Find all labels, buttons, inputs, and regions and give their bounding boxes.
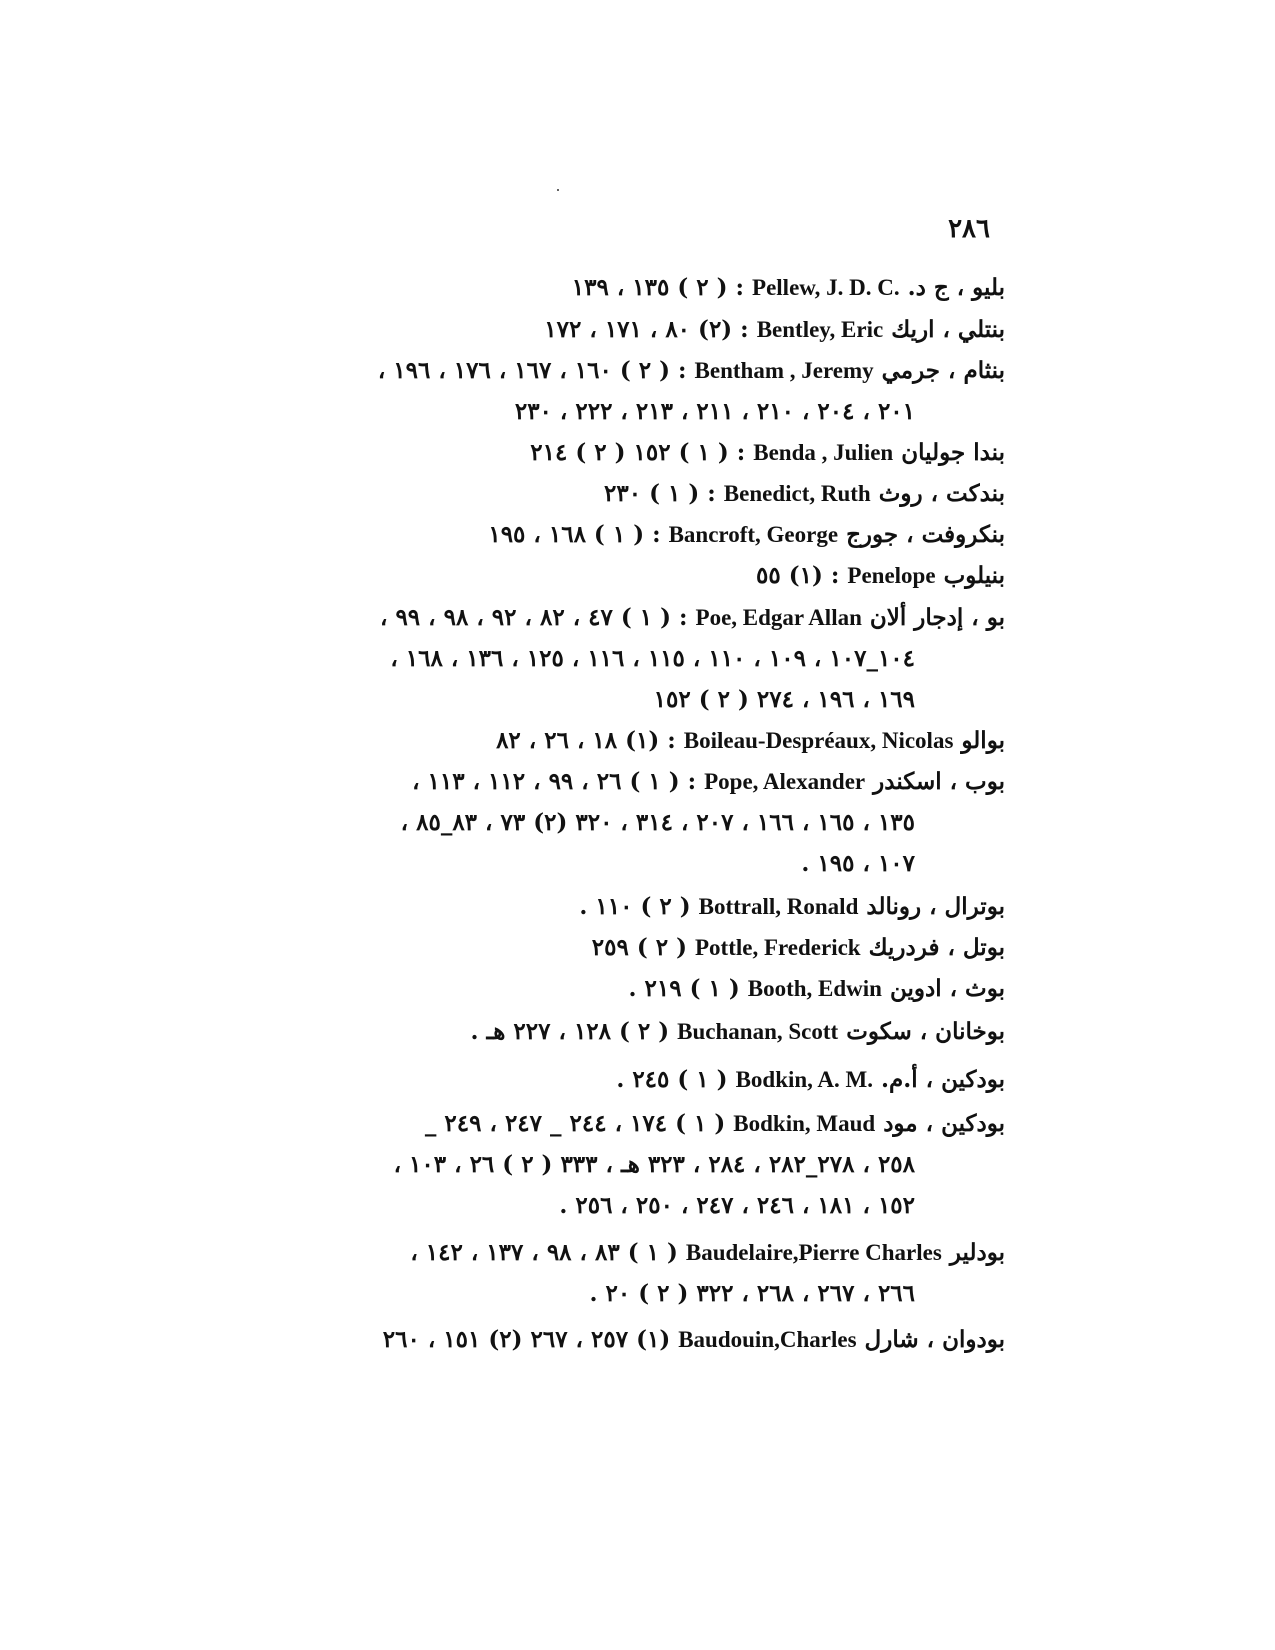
- page-number: ٢٨٦: [948, 214, 990, 244]
- entry-page-refs: : (١) ٥٥: [756, 562, 840, 589]
- index-entry-benedict: [604, 478, 1005, 510]
- entry-arabic-name: بودكين ، مود: [883, 1110, 1005, 1137]
- entry-latin-name: Bentham , Jeremy: [694, 358, 874, 383]
- entry-page-refs: : ( ١ ) ١٦٨ ، ١٩٥: [488, 521, 661, 548]
- entry-arabic-name: بودوان ، شارل: [864, 1326, 1005, 1353]
- index-entry-bentley: [544, 314, 1005, 346]
- entry-arabic-name: بوتل ، فردريك: [868, 934, 1005, 961]
- index-entry-boileau: [496, 725, 1005, 757]
- index-entry-continuation: ٢٥٨ ، ٢٧٨_٢٨٢ ، ٢٨٤ ، ٣٢٣ هـ ، ٣٣٣ ( ٢ ) ٢٦ ، ١٠٣ ،: [393, 1151, 915, 1178]
- entry-latin-name: Poe, Edgar Allan: [695, 605, 862, 630]
- index-entry-continuation: ١٠٤_١٠٧ ، ١٠٩ ، ١١٠ ، ١١٥ ، ١١٦ ، ١٢٥ ، ١٣٦ ، ١٦٨ ،: [390, 645, 915, 672]
- index-entry-penelope: [756, 560, 1005, 592]
- index-entry-poe: [380, 602, 1005, 634]
- index-entry-bancroft: [488, 519, 1005, 551]
- index-entry-pellew: [572, 272, 1005, 304]
- entry-arabic-name: بوالو: [961, 727, 1005, 754]
- index-entry-continuation: ١٥٢ ، ١٨١ ، ٢٤٦ ، ٢٤٧ ، ٢٥٠ ، ٢٥٦ .: [559, 1192, 915, 1219]
- entry-arabic-name: بوب ، اسكندر: [873, 768, 1005, 795]
- scan-speck: [557, 189, 559, 191]
- entry-page-refs: : (٢) ٨٠ ، ١٧١ ، ١٧٢: [544, 316, 749, 343]
- entry-latin-name: Baudouin,Charles: [678, 1327, 857, 1352]
- entry-arabic-name: بوخانان ، سكوت: [846, 1018, 1005, 1045]
- index-entry-continuation: ٢٦٦ ، ٢٦٧ ، ٢٦٨ ، ٣٢٢ ( ٢ ) ٢٠ .: [589, 1280, 915, 1307]
- index-entry-bodkin-maud: [425, 1108, 1005, 1140]
- index-entry-pope: [412, 766, 1005, 798]
- entry-latin-name: Bancroft, George: [668, 522, 839, 547]
- index-entry-continuation: ١٣٥ ، ١٦٥ ، ١٦٦ ، ٢٠٧ ، ٣١٤ ، ٣٢٠ (٢) ٧٣ ، ٨٣_٨٥ ،: [400, 809, 915, 836]
- entry-arabic-name: بنكروفت ، جورج: [846, 521, 1005, 548]
- entry-arabic-name: بندكت ، روث: [878, 480, 1005, 507]
- entry-page-refs: : ( ١ ) ١٥٢ ( ٢ ) ٢١٤: [530, 439, 746, 466]
- entry-page-refs: ( ١ ) ٢١٩ .: [628, 975, 740, 1002]
- entry-page-refs: ( ١ ) ٢٤٥ .: [616, 1066, 728, 1093]
- entry-page-refs: ( ٢ ) ٢٥٩: [591, 934, 687, 961]
- entry-page-refs: : (١) ١٨ ، ٢٦ ، ٨٢: [496, 727, 676, 754]
- index-entry-pottle: [592, 932, 1005, 964]
- entry-arabic-name: بودكين ، أ.م.: [880, 1066, 1005, 1093]
- entry-latin-name: Bottrall, Ronald: [698, 894, 859, 919]
- entry-arabic-name: بوترال ، رونالد: [866, 893, 1005, 920]
- index-entry-bentham: [378, 355, 1005, 387]
- index-entry-bottrall: [579, 891, 1005, 923]
- entry-arabic-name: بنيلوب: [943, 562, 1005, 589]
- entry-page-refs: ( ٢ ) ١٢٨ ، ٢٢٧ هـ .: [470, 1018, 670, 1045]
- index-entry-continuation: ١٦٩ ، ١٩٦ ، ٢٧٤ ( ٢ ) ١٥٢: [653, 686, 915, 713]
- index-entry-benda: [530, 437, 1005, 469]
- entry-latin-name: Pellew, J. D. C.: [752, 275, 900, 300]
- entry-latin-name: Benedict, Ruth: [723, 481, 871, 506]
- index-entry-bodkin-am: [616, 1064, 1005, 1096]
- entry-arabic-name: بليو ، ج د.: [907, 274, 1005, 301]
- entry-arabic-name: بوث ، ادوين: [889, 975, 1005, 1002]
- entry-latin-name: Baudelaire,Pierre Charles: [685, 1240, 942, 1265]
- entry-page-refs: : ( ١ ) ٢٣٠: [604, 480, 716, 507]
- entry-page-refs: (١) ٢٥٧ ، ٢٦٧ (٢) ١٥١ ، ٢٦٠: [382, 1326, 671, 1353]
- entry-page-refs: : ( ٢ ) ١٣٥ ، ١٣٩: [571, 274, 745, 301]
- entry-latin-name: Benda , Julien: [753, 440, 894, 465]
- entry-page-refs: ( ٢ ) ١١٠ .: [579, 893, 691, 920]
- index-entry-buchanan: [471, 1016, 1005, 1048]
- entry-page-refs: ( ١ ) ١٧٤ ، ٢٤٤ _ ٢٤٧ ، ٢٤٩ _: [424, 1110, 726, 1137]
- entry-arabic-name: بودلير: [949, 1239, 1005, 1266]
- entry-arabic-name: بندا جوليان: [901, 439, 1005, 466]
- index-entry-continuation: ٢٠١ ، ٢٠٤ ، ٢١٠ ، ٢١١ ، ٢١٣ ، ٢٢٢ ، ٢٣٠: [514, 398, 915, 425]
- entry-page-refs: ( ١ ) ٨٣ ، ٩٨ ، ١٣٧ ، ١٤٢ ،: [410, 1239, 678, 1266]
- index-entry-continuation: ١٠٧ ، ١٩٥ .: [801, 850, 915, 877]
- entry-arabic-name: بو ، إدجار ألان: [869, 604, 1005, 631]
- entry-latin-name: Penelope: [847, 563, 936, 588]
- entry-arabic-name: بنتلي ، اريك: [891, 316, 1005, 343]
- entry-latin-name: Bodkin, A. M.: [735, 1067, 873, 1092]
- entry-latin-name: Pope, Alexander: [704, 769, 866, 794]
- entry-latin-name: Booth, Edwin: [747, 976, 882, 1001]
- entry-page-refs: : ( ١ ) ٤٧ ، ٨٢ ، ٩٢ ، ٩٨ ، ٩٩ ،: [380, 604, 688, 631]
- entry-latin-name: Bodkin, Maud: [733, 1111, 876, 1136]
- index-entry-baudelaire: [410, 1237, 1005, 1269]
- entry-arabic-name: بنثام ، جرمي: [881, 357, 1005, 384]
- entry-page-refs: : ( ١ ) ٢٦ ، ٩٩ ، ١١٢ ، ١١٣ ،: [412, 768, 697, 795]
- entry-latin-name: Boileau-Despréaux, Nicolas: [683, 728, 954, 753]
- entry-latin-name: Pottle, Frederick: [694, 935, 861, 960]
- entry-latin-name: Bentley, Eric: [756, 317, 884, 342]
- index-entry-baudouin: [383, 1324, 1005, 1356]
- entry-page-refs: : ( ٢ ) ١٦٠ ، ١٦٧ ، ١٧٦ ، ١٩٦ ،: [377, 357, 687, 384]
- entry-latin-name: Buchanan, Scott: [677, 1019, 839, 1044]
- index-entry-booth: [628, 973, 1005, 1005]
